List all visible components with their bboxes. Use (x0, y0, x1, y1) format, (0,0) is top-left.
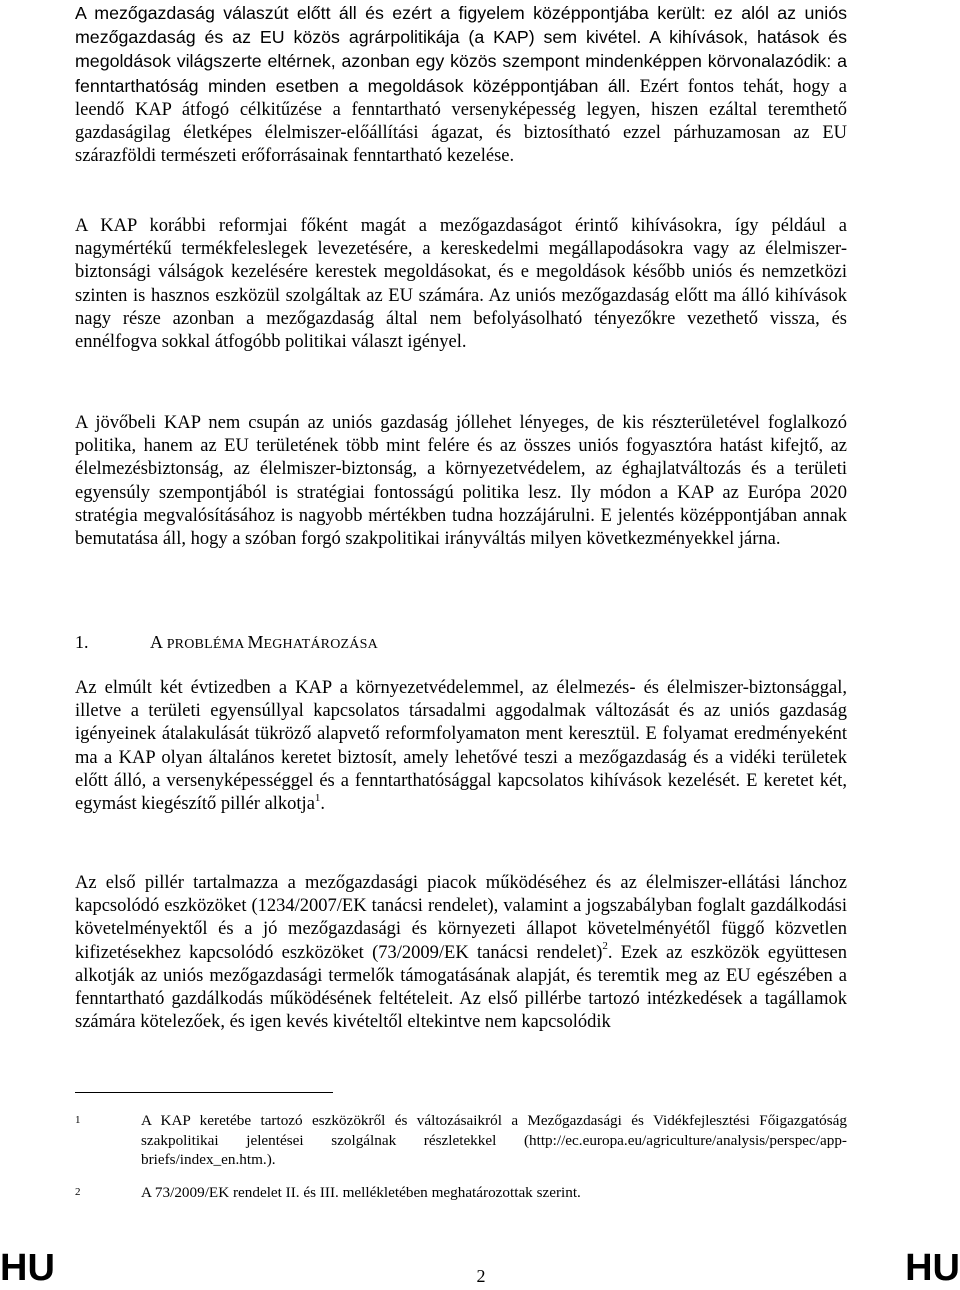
footnote-separator (75, 1092, 333, 1093)
paragraph-intro (75, 2, 847, 168)
paragraph-first-pillar-text-2: . Ezek az eszközök együttesen alkotják az uniós mezőgazdasági termelők támogatásának alapját, és teremtik meg az EU egészében a fenntartható gazdálkodás működésének feltételeit. Az első pillérbe tartozó intézkedések a tagállamok számára kötelezőek, és igen kevés kivételtől eltekintve nem kapcsolódik (75, 942, 847, 1033)
footnote-1-text: A KAP keretébe tartozó eszközökről és változásaikról a Mezőgazdasági és Vidékfejlesztési Főigazgatóság szakpolitikai jelentései szolgálnak részletekkel (http://ec.europa.eu/agriculture/analysis/perspec/app-briefs/index_en.htm.). (141, 1112, 847, 1168)
paragraph-future-cap: A jövőbeli KAP nem csupán az uniós gazdaság jóllehet lényeges, de kis részterületével foglalkozó politika, hanem az EU területének több mint felére és az összes uniós fogyasztóra hatást kifejtő, az élelmezésbiztonság, az élelmiszer-biztonság, a környezetvédelem, az éghajlatváltozás és a területi egyensúly szempontjából is stratégiai fontosságú politika lesz. Ily módon a KAP az Európa 2020 stratégia megvalósításához is nagyobb mértékben tudna hozzájárulni. E jelentés középpontjában annak bemutatása áll, hogy a szóban forgó szakpolitikai irányváltás milyen következményekkel járna. (75, 413, 847, 550)
paragraph-first-pillar (75, 872, 847, 1034)
section-number: 1. (75, 632, 89, 652)
footnote-1-number: 1 (75, 1114, 81, 1126)
page-number: 2 (476, 1266, 486, 1286)
footer-language-right: HU (905, 1247, 960, 1289)
paragraph-intro-serif-run: Ezért fontos tehát, hogy a leendő KAP átfogó célkitűzése a fenntartható versenyképesség legyen, hiszen ezáltal teremthető gazdaságilag életképes élelmiszer-előállítási ágazat, és biztosítható ezzel párhuzamosan az EU szárazföldi természeti erőforrásainak fenntartható kezelése. (75, 76, 848, 167)
footnote-2-text: A 73/2009/EK rendelet II. és III. mellékletében meghatározottak szerint. (141, 1184, 581, 1201)
footnote-2-number: 2 (75, 1186, 81, 1198)
paragraph-first-pillar-text-1: Az első pillér tartalmazza a mezőgazdasági piacok működéséhez és az élelmiszer-ellátási lánchoz kapcsolódó eszközöket (1234/2007/EK tanácsi rendelet), valamint a jogszabályban foglalt gazdálkodási követelményektől és a jó mezőgazdasági és környezeti állapot követelményétől függő közvetlen kifizetésekhez kapcsolódó eszközöket (73/2009/EK tanácsi rendelet) (75, 873, 847, 963)
section-heading (75, 630, 847, 657)
heading-word-meghatarozasa: EGHATÁROZÁSA (263, 637, 378, 652)
paragraph-reforms: A KAP korábbi reformjai főként magát a mezőgazdaságot érintő kihívásokra, így például a nagymértékű termékfeleslegek levezetésére, a kereskedelmi megállapodásokra vagy az élelmiszer-biztonsági válságok kezelésére kerestek megoldásokat, és e megoldások később uniós és nemzetközi szinten is hasznos eszközül szolgáltak az EU számára. Az uniós mezőgazdaság előtt ma álló kihívások nagy része azonban a mezőgazdaság által nem befolyásolható tényezőkre vezethető vissza, és ennélfogva sokkal átfogóbb politikai választ igényel. (75, 216, 847, 353)
footnote-ref-2[interactable]: 2 (602, 940, 608, 953)
paragraph-two-decades-text: Az elmúlt két évtizedben a KAP a környezetvédelemmel, az élelmezés- és élelmiszer-biztonsággal, illetve a területi egyensúllyal kapcsolatos társadalmi aggodalmak változását és az uniós gazdaság igényeinek átalakulását tükröző alapvető reformfolyamaton ment keresztül. E folyamat eredményeként ma a KAP olyan általános keretet biztosít, amely lehetővé teszi a mezőgazdaság és a vidéki területek előtt álló, a versenyképességgel és a fenntarthatósággal kapcsolatos kihívások kezelését. E keretet két, egymást kiegészítő pillér alkotja (75, 678, 847, 815)
footer-language-left: HU (0, 1247, 55, 1289)
heading-initial-a: A (150, 632, 163, 652)
paragraph-two-decades (75, 677, 847, 816)
footnote-ref-1[interactable]: 1 (314, 791, 321, 804)
paragraph-intro-sans-run: A mezőgazdaság válaszút előtt áll és ezért a figyelem középpontjába került: ez alól az uniós mezőgazdaság és az EU közös agrárpolitikája (a KAP) sem kivétel. A kihívások, hatások és megoldások világszerte eltérnek, azonban egy közös szempont mindenképpen körvonalazódik: a fenntarthatóság minden esetben a megoldások középpontjában áll. (75, 3, 847, 96)
heading-initial-m: M (247, 632, 264, 652)
paragraph-two-decades-end: . (320, 794, 326, 815)
heading-word-problema: PROBLÉMA (163, 637, 248, 652)
